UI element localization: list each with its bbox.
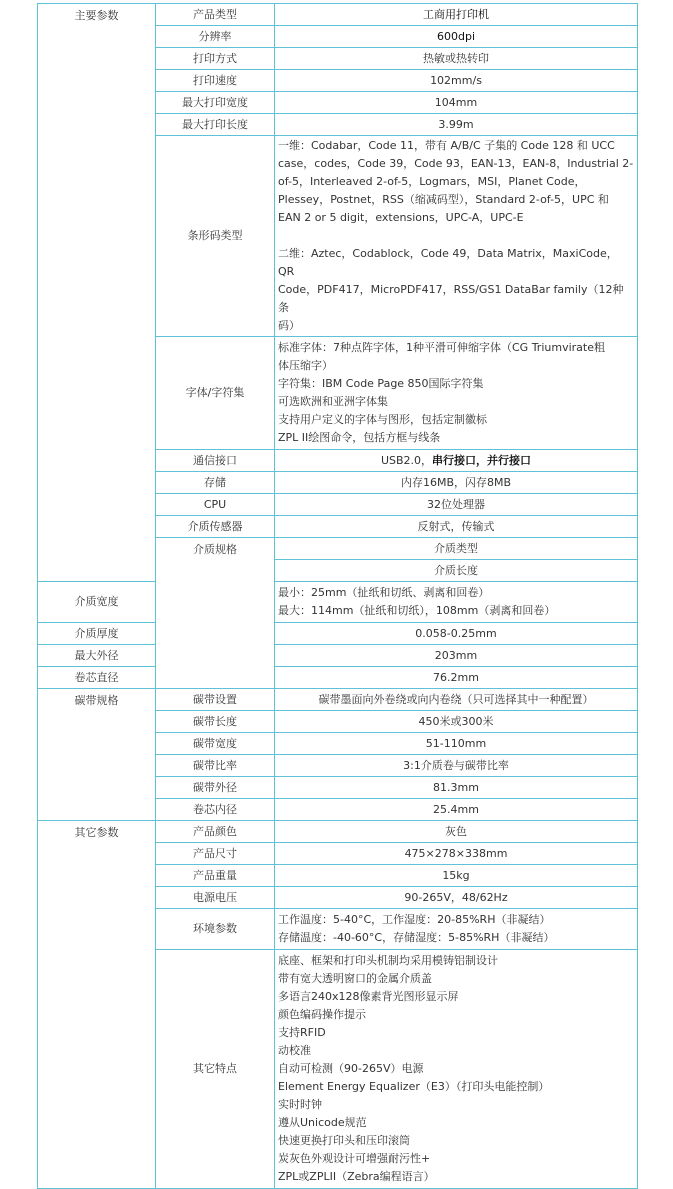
fonts-line: 标准字体：7种点阵字体，1种平滑可伸缩字体（CG Triumvirate粗	[278, 341, 605, 354]
fonts-line: 体压缩字）	[278, 359, 333, 372]
spec-label: 介质传感器	[156, 516, 275, 538]
spec-value: 灰色	[275, 821, 638, 843]
barcode-1d-line: EAN 2 or 5 digit，extensions，UPC-A，UPC-E	[278, 211, 524, 224]
features-value	[275, 950, 638, 1189]
spec-label: 介质类型	[275, 538, 638, 560]
media-width-value	[275, 582, 638, 623]
fonts-line: ZPL II绘图命令，包括方框与线条	[278, 431, 441, 444]
category-main: 主要参数	[38, 4, 156, 582]
barcode-2d-line: 二维：Aztec，Codablock，Code 49，Data Matrix，MaxiCode，QR	[278, 247, 618, 278]
feature-line: 快速更换打印头和压印滚筒	[278, 1134, 410, 1147]
barcode-1d-line: case，codes，Code 39，Code 93，EAN-13，EAN-8，Industrial 2-	[278, 157, 634, 170]
feature-line: 炭灰色外观设计可增强耐污性+	[278, 1152, 431, 1165]
barcode-2d-line: Code，PDF417，MicroPDF417，RSS/GS1 DataBar family（12种条	[278, 283, 624, 314]
spec-label: 介质长度	[275, 560, 638, 582]
feature-line: 自动可检测（90-265V）电源	[278, 1062, 424, 1075]
spec-label: 卷芯直径	[38, 667, 156, 689]
spec-table	[37, 3, 638, 1189]
spec-label: 碳带外径	[156, 777, 275, 799]
spec-label: 分辨率	[156, 26, 275, 48]
spec-label: 介质宽度	[38, 582, 156, 623]
barcode-2d-line: 码）	[278, 319, 300, 332]
fonts-line: 字符集：IBM Code Page 850国际字符集	[278, 377, 484, 390]
barcode-1d-line: 一维：Codabar，Code 11，带有 A/B/C 子集的 Code 128 和 UCC	[278, 139, 615, 152]
spec-label: 打印方式	[156, 48, 275, 70]
spec-label: 碳带设置	[156, 689, 275, 711]
spec-value: 0.058-0.25mm	[275, 623, 638, 645]
spec-value: 反射式，传输式	[275, 516, 638, 538]
environment-line: 存储温度：-40-60°C，存储湿度：5-85%RH（非凝结）	[278, 931, 555, 944]
fonts-value	[275, 337, 638, 450]
spec-label: 产品颜色	[156, 821, 275, 843]
spec-value: 203mm	[275, 645, 638, 667]
spec-value: 内存16MB，闪存8MB	[275, 472, 638, 494]
spec-label: 介质厚度	[38, 623, 156, 645]
interface-serial-parallel: 串行接口，并行接口	[432, 453, 532, 467]
spec-label: 产品类型	[156, 4, 275, 26]
spec-value: 450米或300米	[275, 711, 638, 733]
environment-value	[275, 909, 638, 950]
spec-label: 最大外径	[38, 645, 156, 667]
feature-line: Element Energy Equalizer（E3）（打印头电能控制）	[278, 1080, 550, 1093]
spec-value: 15kg	[275, 865, 638, 887]
spec-label: 存储	[156, 472, 275, 494]
spec-label: 碳带比率	[156, 755, 275, 777]
spec-value: 32位处理器	[275, 494, 638, 516]
spec-value: 81.3mm	[275, 777, 638, 799]
spec-label: 通信接口	[156, 450, 275, 472]
barcode-1d-line: of-5，Interleaved 2-of-5，Logmars，MSI，Planet Code，	[278, 175, 586, 188]
spec-label: 最大打印宽度	[156, 92, 275, 114]
spec-value: 51-110mm	[275, 733, 638, 755]
table-row	[38, 689, 638, 711]
feature-line: 遵从Unicode规范	[278, 1116, 367, 1129]
feature-line: 支持RFID	[278, 1026, 326, 1039]
spec-label: CPU	[156, 494, 275, 516]
table-row	[38, 821, 638, 843]
spec-value: 热敏或热转印	[275, 48, 638, 70]
media-width-line: 最大：114mm（扯纸和切纸），108mm（剥离和回卷）	[278, 604, 556, 617]
spec-value: 104mm	[275, 92, 638, 114]
feature-line: ZPL或ZPLII（Zebra编程语言）	[278, 1170, 435, 1183]
spec-label: 碳带长度	[156, 711, 275, 733]
spec-value: 工商用打印机	[275, 4, 638, 26]
spec-value: 76.2mm	[275, 667, 638, 689]
spec-label: 环境参数	[156, 909, 275, 950]
media-width-line: 最小：25mm（扯纸和切纸、剥离和回卷）	[278, 586, 490, 599]
feature-line: 多语言240x128像素背光图形显示屏	[278, 990, 459, 1003]
spec-value: 102mm/s	[275, 70, 638, 92]
spec-label: 产品重量	[156, 865, 275, 887]
category-media: 介质规格	[156, 538, 275, 689]
interface-usb: USB2.0，	[380, 453, 433, 467]
spec-value: 3.99m	[275, 114, 638, 136]
spec-label: 产品尺寸	[156, 843, 275, 865]
spec-label: 电源电压	[156, 887, 275, 909]
table-row	[38, 623, 638, 645]
category-ribbon: 碳带规格	[38, 689, 156, 821]
spec-value: 600dpi	[275, 26, 638, 48]
spec-value: 90-265V，48/62Hz	[275, 887, 638, 909]
barcode-value	[275, 136, 638, 337]
spec-label: 条形码类型	[156, 136, 275, 337]
category-other: 其它参数	[38, 821, 156, 1189]
table-row	[38, 582, 638, 623]
spacer	[278, 227, 634, 245]
spec-value	[275, 450, 638, 472]
fonts-line: 支持用户定义的字体与图形，包括定制徽标	[278, 413, 487, 426]
spec-label: 最大打印长度	[156, 114, 275, 136]
spec-value: 碳带墨面向外卷绕或向内卷绕（只可选择其中一种配置）	[275, 689, 638, 711]
feature-line: 颜色编码操作提示	[278, 1008, 366, 1021]
spec-value: 3:1介质卷与碳带比率	[275, 755, 638, 777]
feature-line: 带有宽大透明窗口的金属介质盖	[278, 972, 432, 985]
feature-line: 底座、框架和打印头机制均采用模铸铝制设计	[278, 954, 498, 967]
fonts-line: 可选欧洲和亚洲字体集	[278, 395, 388, 408]
spec-value: 25.4mm	[275, 799, 638, 821]
environment-line: 工作温度：5-40°C，工作湿度：20-85%RH（非凝结）	[278, 913, 551, 926]
spec-value: 475×278×338mm	[275, 843, 638, 865]
spec-label: 其它特点	[156, 950, 275, 1189]
spec-label: 碳带宽度	[156, 733, 275, 755]
table-row	[38, 4, 638, 26]
feature-line: 动校准	[278, 1044, 311, 1057]
table-row	[38, 667, 638, 689]
spec-label: 打印速度	[156, 70, 275, 92]
barcode-1d-line: Plessey，Postnet，RSS（缩减码型），Standard 2-of-5，UPC 和	[278, 193, 609, 206]
spec-label: 字体/字符集	[156, 337, 275, 450]
spec-label: 卷芯内径	[156, 799, 275, 821]
feature-line: 实时时钟	[278, 1098, 322, 1111]
table-row	[38, 645, 638, 667]
